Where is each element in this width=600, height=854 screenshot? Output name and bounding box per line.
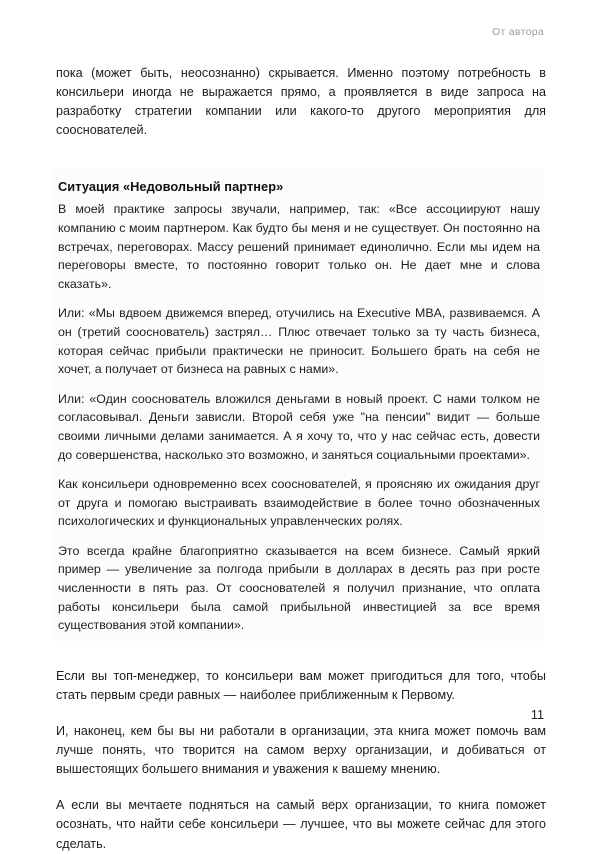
intro-paragraph-1: пока (может быть, неосознанно) скрывается. Именно поэтому потребность в консильери иногда не выражается прямо, а проявляется в виде запроса на разработку стратегии компании или какого-то другого мероприятия для сооснователей. <box>56 66 546 138</box>
callout-paragraph-1: В моей практике запросы звучали, например, так: «Все ассоциируют нашу компанию с моим партнером. Как будто бы меня и не существует. Он постоянно на встречах, переговорах. Массу решений принимает единолично. Если мы идем на переговоры вместе, то постоянно говорит только он. Не дает мне и слова сказать». <box>58 202 540 291</box>
intro-block <box>56 64 546 140</box>
callout-title: Ситуация «Недовольный партнер» <box>58 179 284 195</box>
callout-paragraph-5: Это всегда крайне благоприятно сказывается на всем бизнесе. Самый яркий пример — увеличение за полгода прибыли в долларах в десять раз при росте численности в пять раз. От сооснователей я получил признание, что оплата работы консильери была самой прибыльной инвестицией за все время существования этой компании». <box>58 543 540 633</box>
page-number: 11 <box>530 708 544 722</box>
callout-paragraph-3: Или: «Один сооснователь вложился деньгами в новый проект. С нами толком не согласовывал. Деньги зависли. Второй себя уже "на пенсии" видит — больше своими личными делами занимается. А я хочу то, что у нас сейчас есть, довести до совершенства, насколько это возможно, и заняться социальными проектами». <box>58 391 540 462</box>
callout-paragraph-4: Как консильери одновременно всех сооснователей, я проясняю их ожидания друг от друга и помогаю выстраивать взаимодействие в более точно обозначенных психологических и функциональных управленческих ролях. <box>58 477 540 529</box>
tail-paragraph-3: А если вы мечтаете подняться на самый верх организации, то книга поможет осознать, что найти себе консильери — лучшее, что вы можете сейчас для этого сделать. <box>56 798 546 851</box>
tail-paragraph-2: И, наконец, кем бы вы ни работали в организации, эта книга может помочь вам лучше понять, что творится на самом верху организации, и добиваться от вышестоящих большего внимания и уважения к вашему мнению. <box>56 724 546 777</box>
tail-paragraph-1: Если вы топ-менеджер, то консильери вам может пригодиться для того, чтобы стать первым среди равных — наиболее приближенным к Первому. <box>56 668 546 702</box>
running-head: От автора <box>492 26 544 38</box>
callout-situation-box <box>52 168 544 640</box>
text-column <box>56 64 546 854</box>
closing-block <box>56 667 546 854</box>
callout-paragraph-2: Или: «Мы вдвоем движемся вперед, отучились на Executive MBA, развиваемся. А он (третий сооснователь) застрял… Плюс отвечает только за ту часть бизнеса, которая сейчас прибыли практически не приносит. Большего брать на себя не хочет, а получает от бизнеса на равных с нами». <box>58 306 540 377</box>
